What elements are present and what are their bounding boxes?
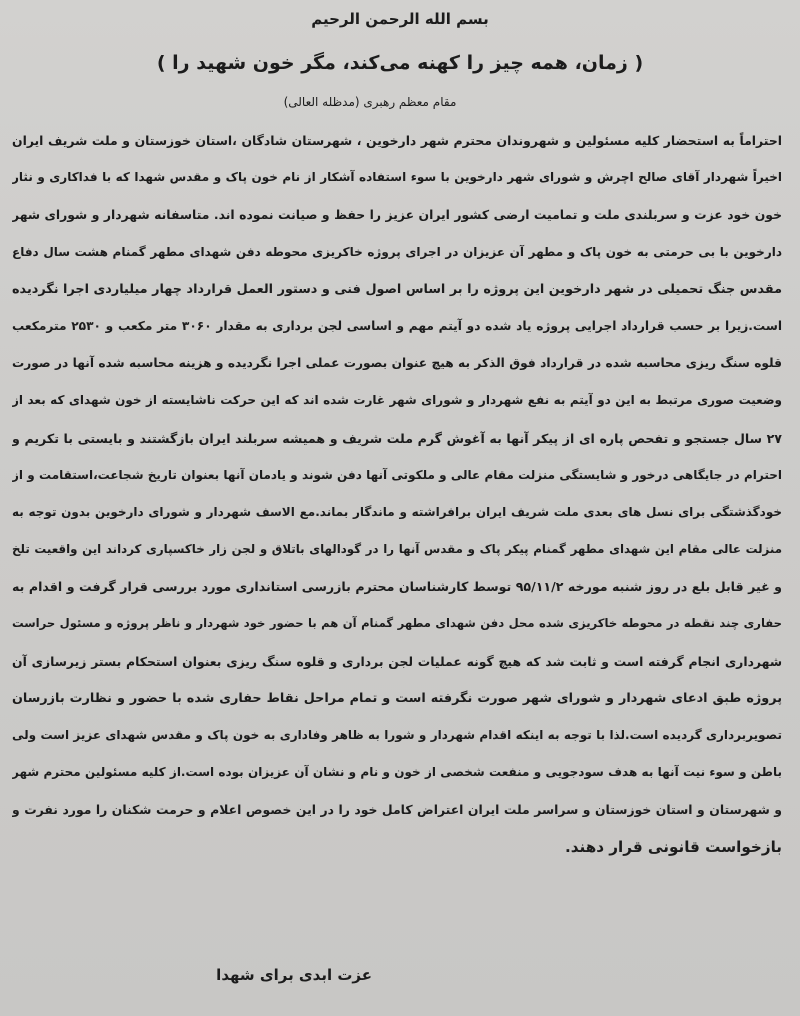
body-line: است.زیرا بر حسب قرارداد اجرایی پروژه یاد شده دو آیتم مهم و اساسی لجن برداری به مقدار ۳۰۶۰ متر مکعب و ۲۵۳۰ مترمکعب bbox=[12, 318, 782, 333]
body-line: قلوه سنگ ریزی محاسبه شده در قرارداد فوق الذکر به هیچ عنوان بصورت عملی اجرا نگردیده و هزینه محاسبه شده آنها در صورت bbox=[12, 356, 782, 371]
body-line: منزلت عالی مقام این شهدای مطهر گمنام پیکر پاک و مقدس آنها را در گودالهای باتلاق و لجن زار خاکسپاری کرداند این واقعیت تلخ bbox=[12, 542, 782, 557]
bismillah-heading: بسم الله الرحمن الرحيم bbox=[311, 10, 489, 28]
body-line: خون خود عزت و سربلندی ملت و تمامیت ارضی کشور ایران عزیز را حفظ و صیانت نموده اند. متاسفانه شهردار و شورای شهر bbox=[12, 207, 782, 223]
closing-signature: عزت ابدی برای شهدا bbox=[216, 966, 372, 984]
body-line: دارخوین با بی حرمتی به خون پاک و مطهر آن عزیزان در اجرای پروژه خاکریزی محوطه دفن شهدای مطهر گمنام هشت سال دفاع bbox=[12, 244, 782, 259]
body-line: احتراماً به استحضار کلیه مسئولین و شهروندان محترم شهر دارخوین ، شهرستان شادگان ،استان خوزستان و ملت شریف ایران bbox=[12, 133, 782, 148]
body-line: خودگذشتگی برای نسل های بعدی ملت شریف ایران برافراشته و ماندگار بماند.مع الاسف شهردار و شورای دارخوین بدون توجه به bbox=[12, 504, 782, 519]
body-line: اخیراً شهردار آقای صالح اچرش و شورای شهر دارخوین با سوء استفاده آشکار از نام خون پاک و مقدس شهدا که با فداکاری و نثار bbox=[12, 170, 782, 185]
body-line: مقدس جنگ تحمیلی در شهر دارخوین این پروژه را بر اساس اصول فنی و دستور العمل قرارداد چهار میلیاردی اجرا نگردیده bbox=[12, 281, 782, 297]
body-line: و شهرستان و استان خوزستان و سراسر ملت ایران اعتراض کامل خود را در این خصوص اعلام و حرمت شکنان را مورد نفرت و bbox=[12, 802, 782, 818]
body-line: حفاری چند نقطه در محوطه خاکریزی شده محل دفن شهدای مطهر گمنام آن هم با حضور خود شهردار و ناظر پروژه و مسئول حراست bbox=[12, 616, 782, 631]
body-line: ۲۷ سال جستجو و تفحص پاره ای از پیکر آنها به آغوش گرم ملت شریف و همیشه سربلند ایران بازگشتند و بایستی با تکریم و bbox=[12, 430, 782, 446]
body-line: احترام در جایگاهی درخور و شایستگی منزلت مقام عالی و ملکوتی آنها دفن شوند و یادمان آنها بعنوان تاریخ شجاعت،استقامت و از bbox=[12, 467, 782, 482]
body-line-last: بازخواست قانونی قرار دهند. bbox=[564, 837, 782, 856]
motto-quote: ( زمان، همه چیز را کهنه می‌کند، مگر خون شهید را ) bbox=[156, 52, 644, 74]
body-line: وضعیت صوری مرتبط به این دو آیتم به نفع شهردار و شورای شهر غارت شده اند که این حرکت ناشایسته از خون شهدای که بعد از bbox=[12, 393, 782, 408]
body-line: تصویربرداری گردیده است.لذا با توجه به اینکه اقدام شهردار و شورا به ظاهر وفاداری به خون پاک و مقدس شهدای عزیز است ولی bbox=[12, 728, 782, 742]
quote-attribution: مقام معظم رهبری (مدظله العالی) bbox=[283, 95, 457, 109]
letter-body bbox=[12, 122, 782, 866]
body-line: باطن و سوء نیت آنها به هدف سودجویی و منفعت شخصی از خون و نام و نشان آن عزیزان بوده است.از کلیه مسئولین محترم شهر bbox=[12, 765, 782, 780]
body-line: پروژه طبق ادعای شهردار و شورای شهر صورت نگرفته است و تمام مراحل نقاط حفاری شده با حضور و نظارت بازرسان bbox=[12, 690, 782, 706]
body-line: شهرداری انجام گرفته است و ثابت شد که هیچ گونه عملیات لجن برداری و قلوه سنگ ریزی بعنوان استحکام بستر زیرسازی آن bbox=[12, 653, 782, 669]
body-line: و غیر قابل بلع در روز شنبه مورخه ۹۵/۱۱/۲ توسط کارشناسان محترم بازرسی استانداری مورد بررسی قرار گرفت و اقدام به bbox=[12, 579, 782, 595]
